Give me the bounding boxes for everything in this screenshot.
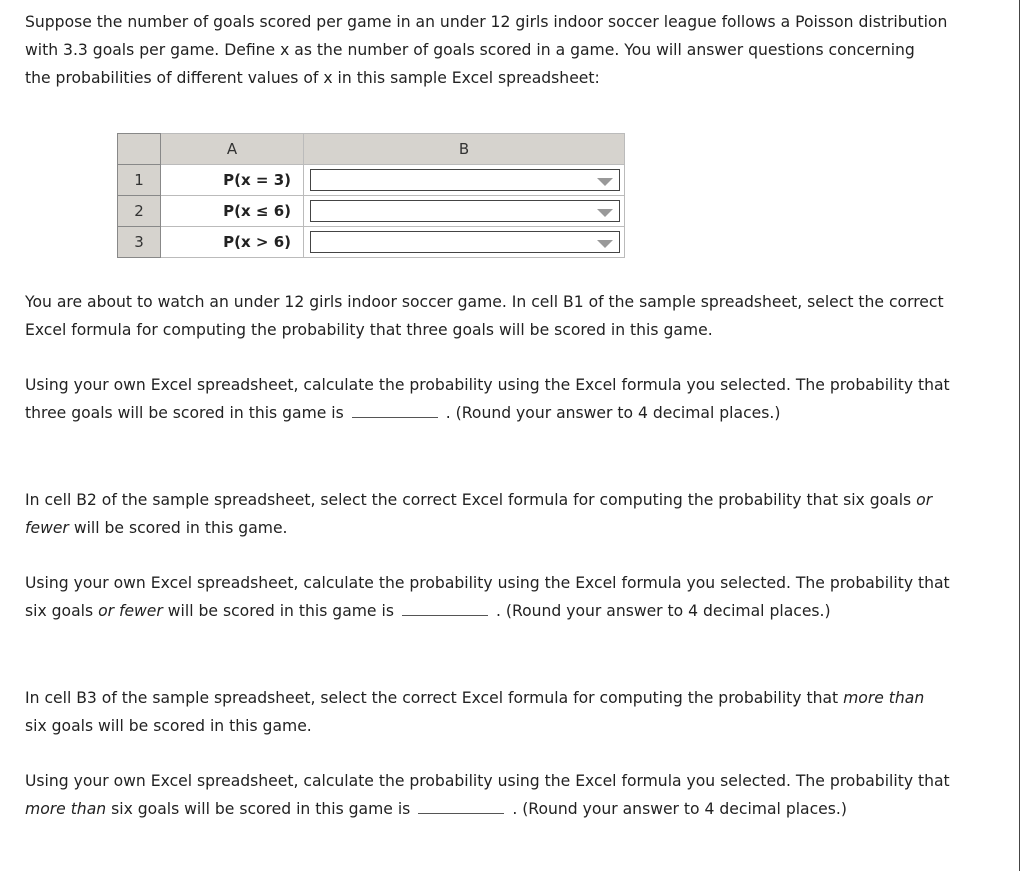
text-line: Using your own Excel spreadsheet, calculate the probability using the Excel formula you selected. The probability that — [25, 574, 950, 592]
answer-3-input[interactable] — [418, 795, 504, 814]
corner-cell — [118, 134, 161, 165]
text-line: Using your own Excel spreadsheet, calculate the probability using the Excel formula you selected. The probability that — [25, 772, 950, 790]
cell-a1: P(x = 3) — [161, 165, 304, 196]
emphasis: fewer — [25, 519, 69, 537]
table-row — [118, 196, 625, 227]
text-line: Using your own Excel spreadsheet, calculate the probability using the Excel formula you selected. The probability that — [25, 376, 950, 394]
text-segment: . (Round your answer to 4 decimal places.) — [495, 602, 831, 620]
cell-a2: P(x ≤ 6) — [161, 196, 304, 227]
row-number: 1 — [118, 165, 161, 196]
answer-2-input[interactable] — [402, 597, 488, 616]
column-header-b: B — [304, 134, 625, 165]
column-header-a: A — [161, 134, 304, 165]
text-segment: will be scored in this game is — [167, 602, 394, 620]
dropdown-arrow-icon — [597, 178, 613, 186]
text-segment: In cell B3 of the sample spreadsheet, select the correct Excel formula for computing the probability that — [25, 689, 839, 707]
emphasis: or fewer — [98, 602, 163, 620]
question-1 — [25, 288, 944, 344]
question-3 — [25, 684, 924, 740]
emphasis: or — [916, 491, 933, 509]
intro-paragraph — [25, 8, 947, 92]
emphasis: more than — [843, 689, 925, 707]
cell-a3: P(x > 6) — [161, 227, 304, 258]
cell-b2-formula-select[interactable] — [310, 200, 620, 222]
dropdown-arrow-icon — [597, 209, 613, 217]
emphasis: more than — [25, 800, 107, 818]
cell-b1-formula-select[interactable] — [310, 169, 620, 191]
dropdown-arrow-icon — [597, 240, 613, 248]
answer-3 — [25, 767, 950, 823]
intro-line: the probabilities of different values of x in this sample Excel spreadsheet: — [25, 69, 600, 87]
text-segment: six goals will be scored in this game is — [111, 800, 411, 818]
answer-1-input[interactable] — [352, 399, 438, 418]
text-line: Excel formula for computing the probability that three goals will be scored in this game. — [25, 321, 713, 339]
answer-1 — [25, 371, 950, 427]
sample-spreadsheet — [117, 133, 625, 258]
text-segment: In cell B2 of the sample spreadsheet, select the correct Excel formula for computing the probability that six goals — [25, 491, 912, 509]
intro-line: Suppose the number of goals scored per game in an under 12 girls indoor soccer league follows a Poisson distribution — [25, 13, 948, 31]
text-line: You are about to watch an under 12 girls indoor soccer game. In cell B1 of the sample spreadsheet, select the correct — [25, 293, 944, 311]
intro-line: with 3.3 goals per game. Define x as the number of goals scored in a game. You will answer questions concerning — [25, 41, 915, 59]
text-segment: . (Round your answer to 4 decimal places.) — [512, 800, 847, 818]
answer-2 — [25, 569, 950, 625]
question-2 — [25, 486, 932, 542]
text-segment: . (Round your answer to 4 decimal places.) — [445, 404, 781, 422]
text-segment: six goals — [25, 602, 94, 620]
row-number: 3 — [118, 227, 161, 258]
text-line: six goals will be scored in this game. — [25, 717, 312, 735]
text-segment: three goals will be scored in this game is — [25, 404, 344, 422]
text-segment: will be scored in this game. — [73, 519, 288, 537]
table-row — [118, 165, 625, 196]
row-number: 2 — [118, 196, 161, 227]
table-row — [118, 227, 625, 258]
cell-b3-formula-select[interactable] — [310, 231, 620, 253]
